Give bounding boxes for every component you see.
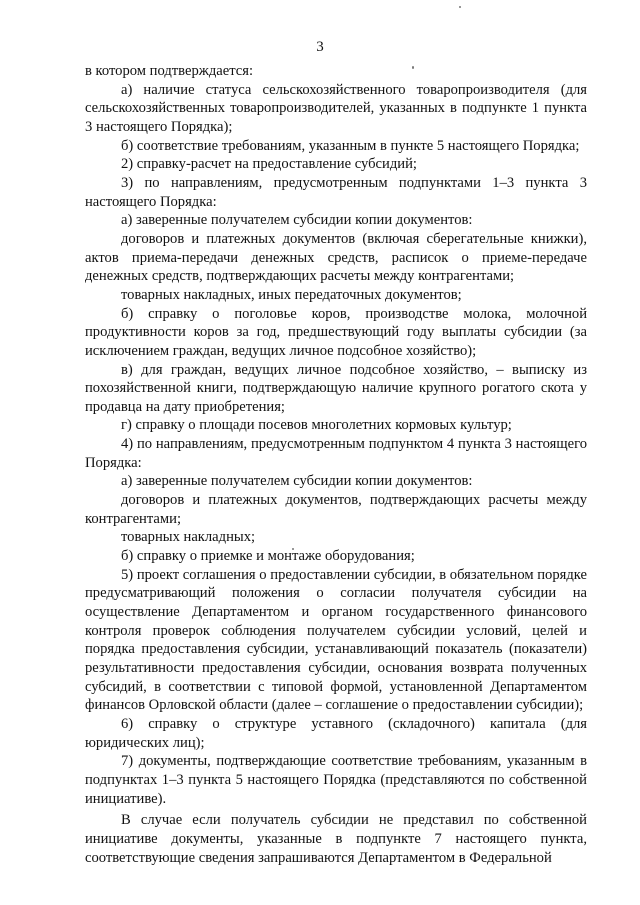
paragraph: б) соответствие требованиям, указанным в пункте 5 настоящего Порядка; [121, 137, 580, 154]
scan-speck [459, 6, 461, 8]
paragraph: а) наличие статуса сельскохозяйственного товаропроизводителя (для сельскохозяйственных товаропроизводителей, указанных в подпункте 1 пункта 3 настоящего Порядка); [85, 81, 587, 135]
paragraph: б) справку о поголовье коров, производстве молока, молочной продуктивности коров за год, предшествующий году выплаты субсидии (за исключением граждан, ведущих личное подсобное хозяйство); [85, 305, 587, 359]
paragraph: в котором подтверждается: [85, 63, 254, 79]
paragraph: 6) справку о структуре уставного (складочного) капитала (для юридических лиц); [85, 715, 587, 751]
paragraph: 2) справку-расчет на предоставление субсидий; [121, 156, 417, 173]
document-body [85, 62, 587, 867]
paragraph: б) справку о приемке и монтаже оборудования; [121, 548, 415, 565]
paragraph: а) заверенные получателем субсидии копии документов: [121, 473, 473, 490]
paragraph: В случае если получатель субсидии не представил по собственной инициативе документы, указанные в подпункте 7 настоящего пункта, соответствующие сведения запрашиваются Департаментом в Федеральной [85, 812, 587, 866]
paragraph: в) для граждан, ведущих личное подсобное хозяйство, – выписку из похозяйственной книги, подтверждающую наличие крупного рогатого скота у продавца на дату приобретения; [85, 361, 587, 415]
paragraph: а) заверенные получателем субсидии копии документов: [121, 212, 473, 229]
paragraph: г) справку о площади посевов многолетних кормовых культур; [121, 417, 512, 434]
page-number: 3 [316, 39, 324, 55]
paragraph: 5) проект соглашения о предоставлении субсидии, в обязательном порядке предусматривающий положения о согласии получателя субсидии на осуществление Департаментом и органом государственного финансового контроля проверок соблюдения получателем субсидии условий, целей и порядка предоставления субсидии, устанавливающий показатель (показатели) результативности предоставления субсидии, основания возврата полученных субсидий, в соответствии с типовой формой, установленной Департаментом финансов Орловской области (далее – соглашение о предоставлении субсидии); [85, 566, 587, 714]
paragraph: 7) документы, подтверждающие соответствие требованиям, указанным в подпунктах 1–3 пункта 5 настоящего Порядка (представляются по собственной инициативе). [85, 753, 587, 807]
paragraph: 4) по направлениям, предусмотренным подпунктом 4 пункта 3 настоящего Порядка: [85, 436, 587, 471]
paragraph: 3) по направлениям, предусмотренным подпунктами 1–3 пункта 3 настоящего Порядка: [85, 174, 587, 210]
paragraph: товарных накладных, иных передаточных документов; [121, 286, 462, 303]
paragraph: договоров и платежных документов (включая сберегательные книжки), актов приема-передачи денежных средств, расписок о приеме-передаче денежных средств, подтверждающих расчеты между контрагентами; [85, 230, 587, 285]
paragraph: договоров и платежных документов, подтверждающих расчеты между контрагентами; [85, 492, 587, 527]
paragraph: товарных накладных; [121, 529, 256, 546]
